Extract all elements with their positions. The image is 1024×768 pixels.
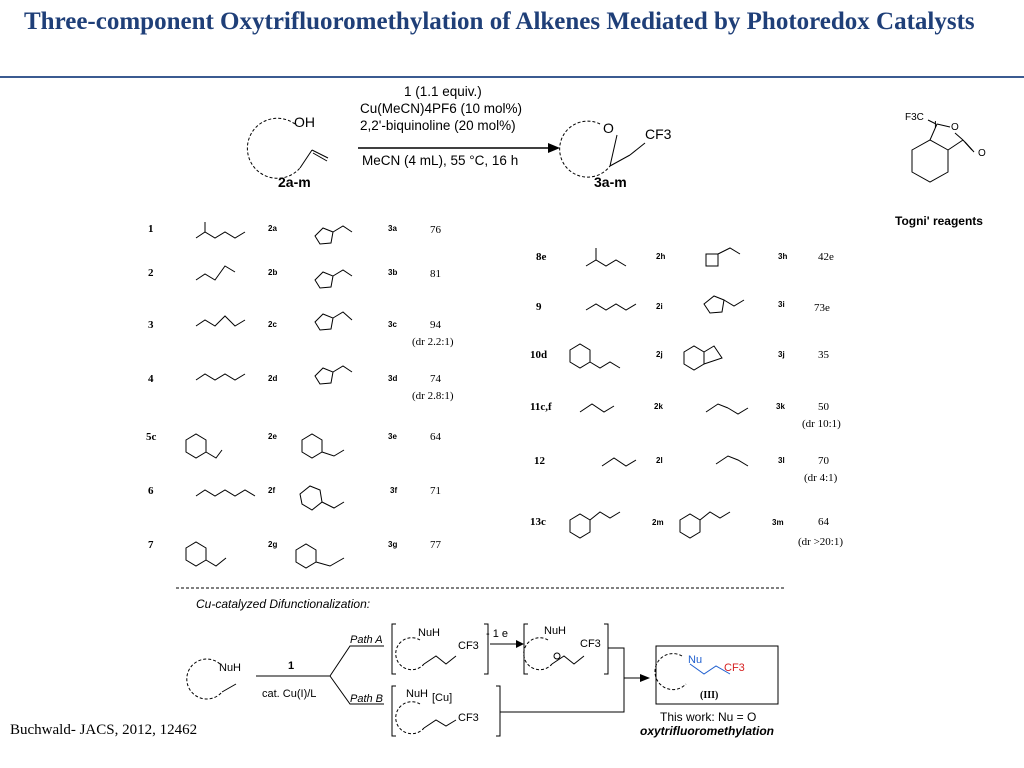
table-row-product: 3b: [388, 268, 398, 277]
table-row-dr: (dr 2.8:1): [412, 390, 454, 402]
table-row-substrate: 2g: [268, 540, 278, 549]
table-row-substrate: 2e: [268, 432, 277, 441]
table-row-substrate: 2c: [268, 320, 277, 329]
oxidation-label: - 1 e: [486, 628, 509, 640]
table-row-product: 3m: [772, 518, 784, 527]
table-row-entry: 4: [148, 373, 154, 385]
table-row-yield: 50: [818, 401, 829, 413]
path-a-label: Path A: [350, 634, 383, 646]
condition-ligand: 2,2'-biquinoline (20 mol%): [360, 118, 516, 133]
table-row-yield: 64: [818, 516, 829, 528]
table-row-product: 3i: [778, 300, 785, 309]
path-b-cf3-label: CF3: [458, 712, 479, 724]
togni-i-label: I: [934, 120, 937, 131]
table-row-entry: 3: [148, 319, 154, 331]
table-row-substrate: 2f: [268, 486, 276, 495]
table-row-entry: 11c,f: [530, 401, 552, 413]
table-row-yield: 74: [430, 373, 441, 385]
mechanism-catalyst: cat. Cu(I)/L: [262, 688, 317, 700]
table-row-product: 3c: [388, 320, 397, 329]
reaction-name-label: oxytrifluoromethylation: [640, 724, 775, 738]
table-row-product: 3a: [388, 224, 397, 233]
table-row-product: 3l: [778, 456, 785, 465]
table-row-yield: 42e: [818, 251, 834, 263]
table-row-yield: 73e: [814, 302, 830, 314]
title-divider: [0, 76, 1024, 78]
table-row-entry: 7: [148, 539, 154, 551]
table-row-entry: 8e: [536, 251, 547, 263]
path-a2-nuh-label: NuH: [544, 625, 567, 637]
togni-cf3-label: F3C: [905, 112, 924, 123]
table-row-substrate: 2b: [268, 268, 278, 277]
table-row-entry: 12: [534, 455, 545, 467]
table-row-dr: (dr 10:1): [802, 418, 841, 430]
condition-reagent: 1 (1.1 equiv.): [404, 84, 482, 99]
product-o-label: O: [603, 120, 614, 136]
product-box-cf3-label: CF3: [724, 662, 745, 674]
table-row-substrate: 2h: [656, 252, 666, 261]
table-row-entry: 6: [148, 485, 154, 497]
table-row-product: 3h: [778, 252, 788, 261]
table-row-yield: 81: [430, 268, 441, 280]
table-row-product: 3f: [390, 486, 398, 495]
table-row-substrate: 2d: [268, 374, 278, 383]
table-row-yield: 76: [430, 224, 441, 236]
table-row-entry: 5c: [146, 431, 157, 443]
togni-o1-label: O: [951, 122, 959, 133]
table-row-dr: (dr >20:1): [798, 536, 843, 548]
table-row-yield: 35: [818, 349, 829, 361]
table-row-entry: 13c: [530, 516, 546, 528]
condition-catalyst: Cu(MeCN)4PF6 (10 mol%): [360, 101, 523, 116]
product-cf3-label: CF3: [645, 126, 672, 142]
table-row-product: 3k: [776, 402, 785, 411]
table-row-yield: 94: [430, 319, 441, 331]
path-b-cu-label: [Cu]: [432, 692, 453, 704]
table-row-substrate: 2k: [654, 402, 663, 411]
start-nuh-label: NuH: [219, 662, 242, 674]
table-row-yield: 71: [430, 485, 441, 497]
citation: Buchwald- JACS, 2012, 12462: [10, 722, 198, 738]
table-row-entry: 10d: [530, 349, 548, 361]
compound-label: (III): [700, 690, 719, 701]
path-a-nuh-label: NuH: [418, 627, 441, 639]
table-row-substrate: 2a: [268, 224, 277, 233]
table-row-product: 3g: [388, 540, 398, 549]
table-row-entry: 2: [148, 267, 154, 279]
product-label: 3a-m: [594, 174, 627, 190]
table-row-dr: (dr 2.2:1): [412, 336, 454, 348]
mechanism-reagent: 1: [288, 660, 295, 672]
table-row-yield: 77: [430, 539, 441, 551]
table-row-entry: 1: [148, 223, 154, 235]
mechanism-title: Cu-catalyzed Difunctionalization:: [196, 597, 371, 611]
condition-solvent: MeCN (4 mL), 55 °C, 16 h: [362, 153, 519, 168]
table-row-yield: 64: [430, 431, 441, 443]
table-row-entry: 9: [536, 301, 542, 313]
path-b-label: Path B: [350, 693, 384, 705]
substrate-label: 2a-m: [278, 174, 311, 190]
substrate-oh-label: OH: [294, 114, 315, 130]
table-row-substrate: 2i: [656, 302, 663, 311]
table-row-dr: (dr 4:1): [804, 472, 838, 484]
path-a2-cf3-label: CF3: [580, 638, 601, 650]
table-row-product: 3d: [388, 374, 398, 383]
slide-title: Three-component Oxytrifluoromethylation of Alkenes Mediated by Photoredox Catalysts: [24, 8, 975, 35]
path-a-cf3-label: CF3: [458, 640, 479, 652]
path-b-nuh-label: NuH: [406, 688, 429, 700]
table-row-substrate: 2j: [656, 350, 663, 359]
table-row-substrate: 2l: [656, 456, 663, 465]
this-work-label: This work: Nu = O: [660, 710, 757, 724]
table-row-product: 3j: [778, 350, 785, 359]
togni-reagent-label: Togni' reagents: [895, 214, 983, 228]
table-row-product: 3e: [388, 432, 397, 441]
table-row-substrate: 2m: [652, 518, 664, 527]
product-nu-label: Nu: [688, 654, 703, 666]
table-row-yield: 70: [818, 455, 829, 467]
togni-o2-label: O: [978, 148, 986, 159]
